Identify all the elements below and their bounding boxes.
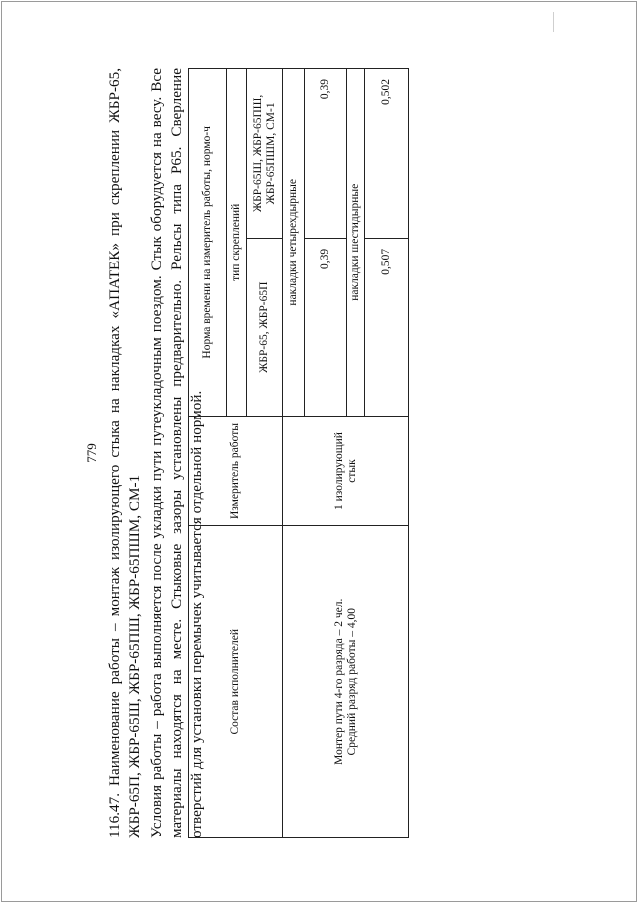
crew-line-2: Средний разряд работы – 4,00: [345, 608, 358, 756]
crew-cell: [283, 526, 409, 838]
header-unit: Измеритель работы: [189, 416, 283, 526]
six-hole-label: накладки шестидырные: [347, 69, 365, 417]
rotated-content: [65, 68, 570, 838]
header-norm: Норма времени на измеритель работы, нормо-ч: [189, 69, 227, 417]
unit-cell: 1 изолирующий стык: [283, 416, 409, 526]
norm-table: [188, 68, 409, 838]
header-type-a: ЖБР-65, ЖБР-65П: [247, 238, 283, 416]
work-conditions: Условия работы – работа выполняется после укладки пути путеукладочным поездом. Стык оборудуется на весу. Все материалы находятся на месте. Стыковые зазоры установлены предварительно. Рельсы типа Р65. Сверление отверстий для установки перемычек учитывается отдельной нормой.: [148, 68, 205, 838]
header-fastening-type: тип скреплений: [227, 69, 247, 417]
six-hole-value-b: 0,502: [365, 69, 409, 239]
header-crew: Состав исполнителей: [189, 526, 283, 838]
crew-line-1: Монтер пути 4-го разряда – 2 чел.: [332, 598, 345, 765]
header-type-b: ЖБР-65Ш, ЖБР-65ПШ, ЖБР-65ПШМ, СМ-1: [247, 69, 283, 239]
four-hole-label: накладки четырехдырные: [283, 69, 305, 417]
scan-mark: [553, 12, 554, 32]
section-heading: 116.47. Наименование работы – монтаж изолирующего стыка на накладках «АПАТЕК» при скреплении ЖБР-65, ЖБР-65П, ЖБР-65Ш, ЖБР-65ПШ, ЖБР-65ПШМ, СМ-1: [106, 68, 143, 838]
four-hole-value-a: 0,39: [305, 238, 347, 416]
four-hole-value-b: 0,39: [305, 69, 347, 239]
page-number: 779: [84, 443, 99, 463]
six-hole-value-a: 0,507: [365, 238, 409, 416]
